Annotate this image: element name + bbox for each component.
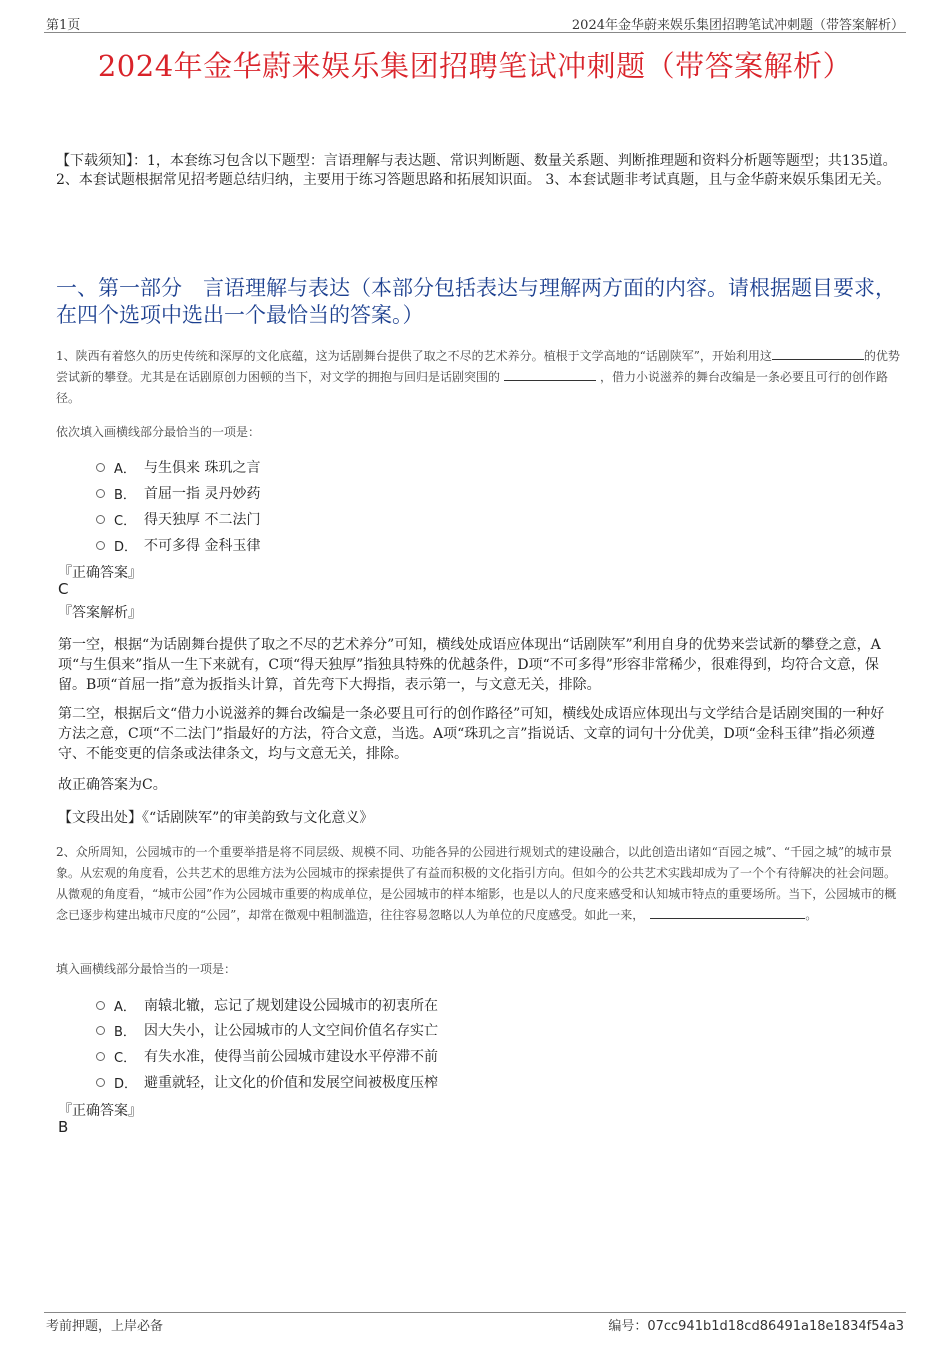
q1-option-c[interactable]: [96, 509, 260, 529]
q1-stem-part-a: 1、陕西有着悠久的历史传统和深厚的文化底蕴，这为话剧舞台提供了取之不尽的艺术养分。植根于文学高地的“话剧陕军”，开始利用这: [56, 349, 772, 363]
question-1-stem: [56, 346, 902, 409]
option-letter: C．: [114, 1050, 137, 1066]
footer-divider: [44, 1312, 906, 1313]
q1-option-a[interactable]: [96, 457, 260, 477]
q2-stem-text: 2、众所周知，公园城市的一个重要举措是将不同层级、规模不同、功能各异的公园进行规划式的建设融合，以此创造出诸如“百园之城”、“千园之城”的城市景象。从宏观的角度看，公共艺术的思维方法为公园城市的探索提供了有益而积极的文化指引方向。但如今的公共艺术实践却成为了一个个有待解决的社会问题。从微观的角度看，“城市公园”作为公园城市重要的构成单位，是公园城市的样本缩影，也是以人的尺度来感受和认知城市特点的重要场所。当下，公园城市的概念已逐步构建出城市尺度的“公园”，却常在微观中粗制滥造，往往容易忽略以人为单位的尺度感受。如此一来，: [56, 845, 897, 922]
option-letter: A．: [114, 461, 136, 477]
footer-slogan: 考前押题，上岸必备: [46, 1319, 164, 1334]
option-text: 有失水准，使得当前公园城市建设水平停滞不前: [144, 1049, 438, 1065]
q1-prompt: 依次填入画横线部分最恰当的一项是：: [56, 425, 261, 439]
option-letter: B．: [114, 1024, 136, 1040]
footer-code: [608, 1315, 904, 1334]
option-text: 南辕北辙，忘记了规划建设公园城市的初衷所在: [144, 998, 438, 1014]
q1-analysis-paragraph-2: 第二空，根据后文“借力小说滋养的舞台改编是一条必要且可行的创作路径”可知，横线处成语应体现出与文学结合是话剧突围的一种好方法之意，C项“不二法门”指最好的方法，符合文意，当选。A项“珠玑之言”指说话、文章的词句十分优美，D项“金科玉律”指必须遵守、不能变更的信条或法律条文，均与文意无关，排除。: [58, 706, 885, 762]
radio-icon[interactable]: [96, 1052, 105, 1061]
section-heading: 一、第一部分 言语理解与表达（本部分包括表达与理解两方面的内容。请根据题目要求，在四个选项中选出一个最恰当的答案。）: [56, 276, 896, 327]
option-letter: D．: [114, 1076, 138, 1092]
radio-icon[interactable]: [96, 463, 105, 472]
radio-icon[interactable]: [96, 515, 105, 524]
q2-stem-end: 。: [805, 908, 818, 922]
q1-conclusion: 故正确答案为C。: [58, 777, 167, 793]
question-2-stem: [56, 842, 902, 926]
page-number: 第1页: [46, 18, 81, 33]
blank-line: [504, 368, 596, 381]
option-letter: D．: [114, 539, 138, 555]
q1-analysis-label: 『答案解析』: [58, 605, 142, 621]
q2-prompt: 填入画横线部分最恰当的一项是：: [56, 962, 237, 976]
option-text: 与生俱来 珠玑之言: [144, 460, 261, 476]
option-letter: C．: [114, 513, 137, 529]
page-title: 2024年金华蔚来娱乐集团招聘笔试冲刺题（带答案解析）: [97, 49, 853, 83]
blank-line: [650, 906, 805, 919]
option-text: 避重就轻，让文化的价值和发展空间被极度压榨: [144, 1075, 438, 1091]
q1-source: 【文段出处】《“话剧陕军”的审美韵致与文化意义》: [58, 810, 374, 826]
download-notice: 【下载须知】：1，本套练习包含以下题型：言语理解与表达题、常识判断题、数量关系题、判断推理题和资料分析题等题型；共135道。 2、本套试题根据常见招考题总结归纳，主要用于练习答题思路和拓展知识面。 3、本套试题非考试真题，且与金华蔚来娱乐集团无关。: [56, 153, 897, 188]
q1-analysis-paragraph-1: 第一空，根据“为话剧舞台提供了取之不尽的艺术养分”可知，横线处成语应体现出“话剧陕军”利用自身的优势来尝试新的攀登之意，A项“与生俱来”指从一生下来就有，C项“得天独厚”指独具特殊的优越条件，D项“不可多得”形容非常稀少，很难得到，均符合文意，保留。B项“首屈一指”意为扳指头计算，首先弯下大拇指，表示第一，与文意无关，排除。: [58, 637, 881, 693]
radio-icon[interactable]: [96, 1001, 105, 1010]
q1-answer-label: 『正确答案』: [58, 565, 142, 581]
q1-answer: C: [58, 580, 69, 598]
radio-icon[interactable]: [96, 1078, 105, 1087]
q1-option-b[interactable]: [96, 483, 260, 503]
radio-icon[interactable]: [96, 541, 105, 550]
option-letter: A．: [114, 999, 136, 1015]
radio-icon[interactable]: [96, 1026, 105, 1035]
option-letter: B．: [114, 487, 136, 503]
option-text: 得天独厚 不二法门: [144, 512, 261, 528]
q2-option-c[interactable]: [96, 1046, 438, 1066]
blank-line: [772, 347, 864, 360]
q1-stem-part-b: 的优势尝试新的攀登。尤其是在话剧原创力困顿的当下，对文学的拥抱与回归是话剧突围的: [56, 349, 900, 384]
header-divider: [44, 32, 906, 33]
radio-icon[interactable]: [96, 489, 105, 498]
footer-code-label: 编号：: [608, 1319, 648, 1334]
footer-code-value: 07cc941b1d18cd86491a18e1834f54a3: [647, 1319, 904, 1334]
q2-answer-label: 『正确答案』: [58, 1103, 142, 1119]
q2-option-b[interactable]: [96, 1020, 438, 1040]
header-title: 2024年金华蔚来娱乐集团招聘笔试冲刺题（带答案解析）: [571, 18, 904, 33]
option-text: 因大失小，让公园城市的人文空间价值名存实亡: [144, 1023, 438, 1039]
q1-option-d[interactable]: [96, 535, 260, 555]
q2-answer: B: [58, 1118, 69, 1136]
option-text: 首屈一指 灵丹妙药: [144, 486, 261, 502]
q1-stem-part-c: ，借力小说滋养的舞台改编是一条必要且可行的创作路径。: [56, 370, 889, 405]
q2-option-d[interactable]: [96, 1072, 438, 1092]
option-text: 不可多得 金科玉律: [144, 538, 261, 554]
q2-option-a[interactable]: [96, 995, 438, 1015]
